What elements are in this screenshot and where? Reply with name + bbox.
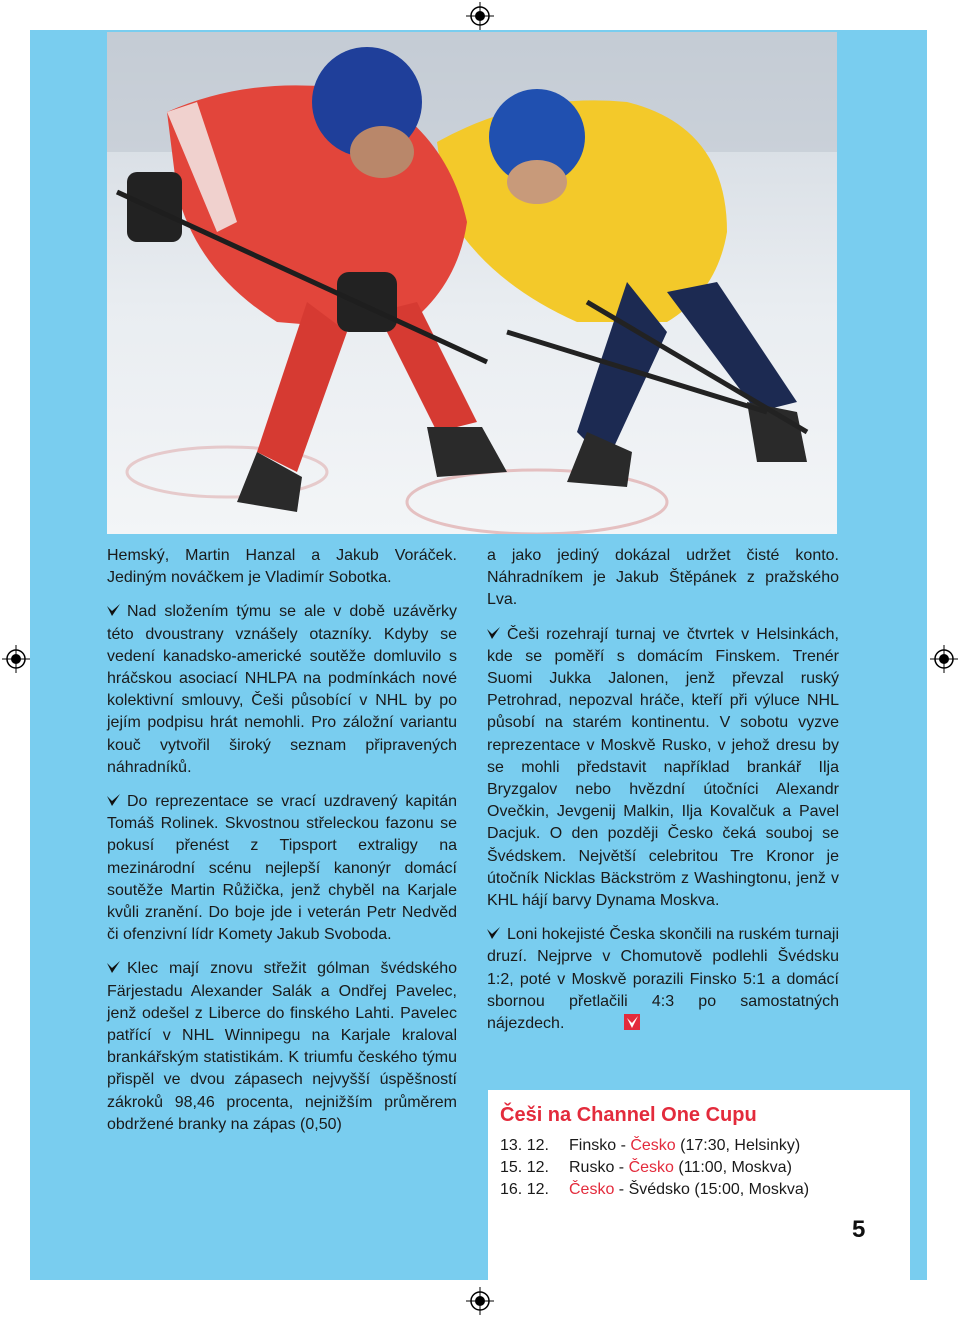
schedule-row: 13. 12. Finsko - Česko (17:30, Helsinky) — [500, 1137, 801, 1154]
registration-mark-icon — [2, 645, 30, 673]
check-bullet-icon — [487, 627, 500, 640]
schedule-row: 15. 12. Rusko - Česko (11:00, Moskva) — [500, 1159, 792, 1176]
page-number: 5 — [852, 1216, 866, 1243]
registration-mark-icon — [930, 645, 958, 673]
paragraph: a jako jediný dokázal udržet čisté konto. Náhradníkem je Jakub Štěpánek z pražského Lva. — [487, 547, 839, 609]
hockey-faceoff-photo — [107, 32, 837, 534]
registration-mark-icon — [466, 2, 494, 30]
schedule-title: Češi na Channel One Cupu — [500, 1104, 757, 1126]
article-right-column — [487, 545, 839, 1047]
photo-illustration — [107, 32, 837, 534]
paragraph: Hemský, Martin Hanzal a Jakub Voráček. Jediným nováčkem je Vladimír Sobotka. — [107, 547, 457, 587]
article-left-column — [107, 545, 457, 1148]
check-bullet-icon — [487, 927, 500, 940]
paragraph: Loni hokejisté Česka skončili na ruském turnaji druzí. Nejprve v Chomutově podlehli Švédsku 1:2, poté v Moskvě porazili Finsko 5:1 a domácí sbornou přetlačili 4:3 po samostatných nájezdech. — [487, 926, 839, 1033]
paragraph: Klec mají znovu střežit gólman švédského Färjestadu Alexander Salák a Ondřej Pavelec, jenž odešel z Liberce do finského Lahti. Pavelec patřící v NHL Winnipegu na Karjale kraloval brankářským statistikám. K triumfu českého týmu přispěl ve dvou zápasech nejvyšší úspěšností zákroků 98,46 procenta, nejnižším průměrem obdržené branky na zápas (0,50) — [107, 960, 457, 1133]
check-bullet-icon — [107, 961, 120, 974]
check-bullet-icon — [107, 794, 120, 807]
schedule-row: 16. 12. Česko - Švédsko (15:00, Moskva) — [500, 1181, 810, 1198]
registration-mark-icon — [466, 1287, 494, 1315]
paragraph: Češi rozehrají turnaj ve čtvrtek v Helsinkách, kde se poměří s domácím Finskem. Trenér Suomi Jukka Jalonen, jenž převzal ruský Petrohrad, nepozval hráče, kteří při výluce NHL působí na starém kontinentu. V sobotu vyzve reprezentace v Moskvě Rusko, v jehož dresu by se mohli představit například brankář Ilja Bryzgalov nebo hvězdní útočníci Alexandr Ovečkin, Jevgenij Malkin, Ilja Kovalčuk a Pavel Dacjuk. O den později Česko čeká souboj se Švédskem. Největší celebritou Tre Kronor je útočník Nicklas Bäckström z Washingtonu, jenž v KHL hájí barvy Dynama Moskva. — [487, 625, 839, 910]
end-of-article-icon — [624, 1014, 640, 1030]
paragraph: Do reprezentace se vrací uzdravený kapitán Tomáš Rolinek. Skvostnou střeleckou fazonu se pokusí přenést z Tipsport extraligy na mezinárodní scénu nejlepší kanonýr domácí soutěže Martin Růžička, jenž chyběl na Karjale kvůli zranění. Do boje jde i veterán Petr Nedvěd či ofenzivní lídr Komety Jakub Svoboda. — [107, 793, 457, 944]
paragraph: Nad složením týmu se ale v době uzávěrky této dvoustrany vznášely otazníky. Kdyby se vedení kanadsko-americké soutěže domluvilo s hráčskou asociací NHLPA na podmínkách nové kolektivní smlouvy, Češi působící v NHL by po jejím podpisu hrát nemohli. Pro záložní variantu kouč vytvořil široký seznam připravených náhradníků. — [107, 603, 457, 776]
check-bullet-icon — [107, 604, 120, 617]
schedule-box — [488, 1090, 910, 1282]
